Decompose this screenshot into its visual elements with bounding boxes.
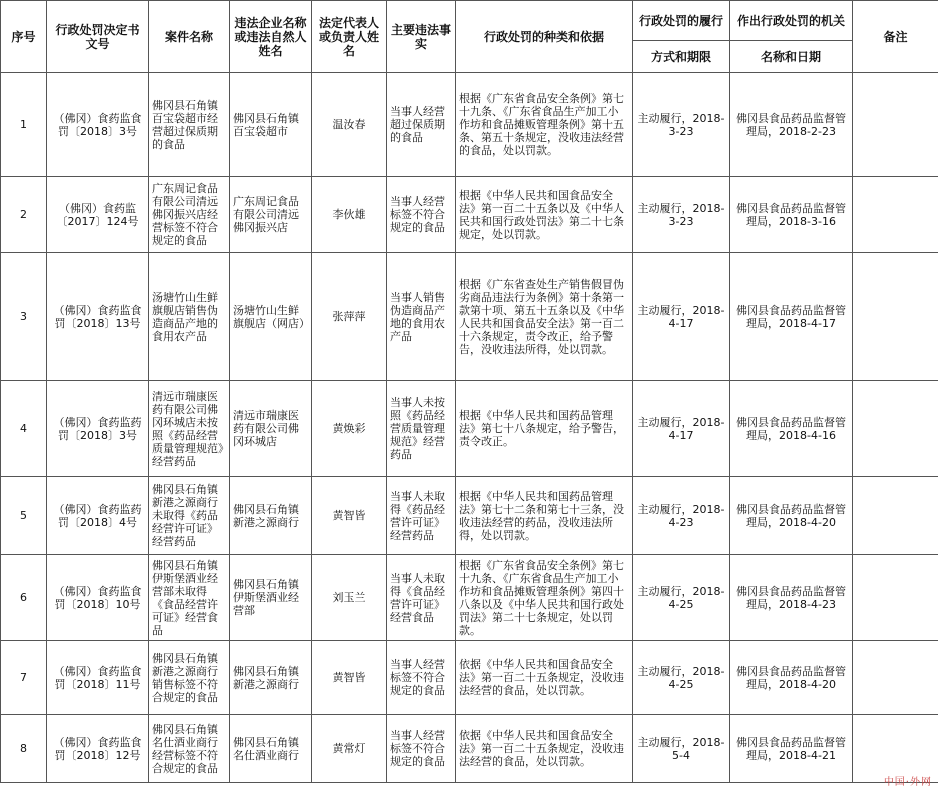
- table-row: [1, 381, 938, 477]
- cell-legal-rep: 黄焕彩: [312, 381, 387, 477]
- cell-case-name: 佛冈县石角镇新港之源商行销售标签不符合规定的食品: [149, 641, 230, 715]
- cell-facts: 当事人未取得《食品经营许可证》经营食品: [387, 555, 456, 641]
- cell-type-basis: 根据《中华人民共和国药品管理法》第七十二条和第七十三条，没收违法经营的药品，没收违法所得，处以罚款。: [456, 477, 633, 555]
- cell-performance: 主动履行，2018-4-25: [633, 641, 730, 715]
- cell-type-basis: 根据《广东省食品安全条例》第七十九条、《广东省食品生产加工小作坊和食品摊贩管理条例》第十五条、第五十条规定，没收违法经营的食品，处以罚款。: [456, 73, 633, 177]
- cell-decision-no: （佛冈）食药监食罚〔2018〕11号: [47, 641, 149, 715]
- cell-legal-rep: 李伙雄: [312, 177, 387, 253]
- table-row: [1, 641, 938, 715]
- cell-remarks: [853, 73, 938, 177]
- table-row: [1, 253, 938, 381]
- cell-no: 5: [1, 477, 47, 555]
- cell-type-basis: 依据《中华人民共和国食品安全法》第一百二十五条规定，没收违法经营的食品，处以罚款。: [456, 641, 633, 715]
- cell-authority: 佛冈县食品药品监督管理局，2018-4-17: [730, 253, 853, 381]
- cell-authority: 佛冈县食品药品监督管理局，2018-4-20: [730, 641, 853, 715]
- watermark: 中国·外网: [883, 777, 932, 788]
- cell-performance: 主动履行，2018-4-25: [633, 555, 730, 641]
- cell-authority: 佛冈县食品药品监督管理局，2018-4-20: [730, 477, 853, 555]
- cell-legal-rep: 黄智皆: [312, 477, 387, 555]
- cell-legal-rep: 刘玉兰: [312, 555, 387, 641]
- header-case-name: 案件名称: [149, 1, 230, 73]
- cell-party: 广东周记食品有限公司清远佛冈振兴店: [230, 177, 312, 253]
- cell-facts: 当事人经营标签不符合规定的食品: [387, 641, 456, 715]
- cell-case-name: 佛冈县石角镇新港之源商行未取得《药品经营许可证》经营药品: [149, 477, 230, 555]
- cell-no: 1: [1, 73, 47, 177]
- cell-party: 佛冈县石角镇新港之源商行: [230, 477, 312, 555]
- cell-authority: 佛冈县食品药品监督管理局，2018-4-16: [730, 381, 853, 477]
- cell-party: 佛冈县石角镇伊斯堡酒业经营部: [230, 555, 312, 641]
- table-row: [1, 715, 938, 783]
- header-facts: 主要违法事实: [387, 1, 456, 73]
- header-authority: 作出行政处罚的机关: [730, 1, 853, 41]
- cell-decision-no: （佛冈）食药监食罚〔2018〕3号: [47, 73, 149, 177]
- cell-case-name: 汤塘竹山生鲜旗舰店销售伪造商品产地的食用农产品: [149, 253, 230, 381]
- cell-type-basis: 根据《中华人民共和国食品安全法》第一百二十五条以及《中华人民共和国行政处罚法》第二十七条规定，处以罚款。: [456, 177, 633, 253]
- cell-type-basis: 依据《中华人民共和国食品安全法》第一百二十五条规定，没收违法经营的食品，处以罚款。: [456, 715, 633, 783]
- cell-decision-no: （佛冈）食药监〔2017〕124号: [47, 177, 149, 253]
- cell-remarks: [853, 555, 938, 641]
- table-row: [1, 73, 938, 177]
- cell-decision-no: （佛冈）食药监食罚〔2018〕13号: [47, 253, 149, 381]
- header-performance-sub: 方式和期限: [633, 41, 730, 73]
- cell-remarks: [853, 381, 938, 477]
- cell-no: 2: [1, 177, 47, 253]
- cell-decision-no: （佛冈）食药监食罚〔2018〕12号: [47, 715, 149, 783]
- cell-no: 4: [1, 381, 47, 477]
- cell-legal-rep: 温汝春: [312, 73, 387, 177]
- table-body: [1, 73, 938, 783]
- table-row: [1, 555, 938, 641]
- cell-facts: 当事人经营标签不符合规定的食品: [387, 715, 456, 783]
- cell-type-basis: 根据《广东省食品安全条例》第七十九条、《广东省食品生产加工小作坊和食品摊贩管理条例》第四十八条以及《中华人民共和国行政处罚法》第二十七条规定，处以罚款。: [456, 555, 633, 641]
- cell-authority: 佛冈县食品药品监督管理局，2018-4-21: [730, 715, 853, 783]
- cell-remarks: [853, 477, 938, 555]
- cell-facts: 当事人未取得《药品经营许可证》经营药品: [387, 477, 456, 555]
- cell-performance: 主动履行，2018-4-23: [633, 477, 730, 555]
- cell-performance: 主动履行，2018-3-23: [633, 73, 730, 177]
- cell-case-name: 广东周记食品有限公司清远佛冈振兴店经营标签不符合规定的食品: [149, 177, 230, 253]
- cell-party: 清远市瑞康医药有限公司佛冈环城店: [230, 381, 312, 477]
- cell-case-name: 清远市瑞康医药有限公司佛冈环城店未按照《药品经营质量管理规范》经营药品: [149, 381, 230, 477]
- cell-party: 佛冈县石角镇新港之源商行: [230, 641, 312, 715]
- header-type-basis: 行政处罚的种类和依据: [456, 1, 633, 73]
- cell-facts: 当事人经营标签不符合规定的食品: [387, 177, 456, 253]
- cell-authority: 佛冈县食品药品监督管理局，2018-4-23: [730, 555, 853, 641]
- header-no: 序号: [1, 1, 47, 73]
- cell-party: 汤塘竹山生鲜旗舰店（网店）: [230, 253, 312, 381]
- cell-decision-no: （佛冈）食药监食罚〔2018〕10号: [47, 555, 149, 641]
- cell-remarks: [853, 641, 938, 715]
- cell-performance: 主动履行，2018-4-17: [633, 381, 730, 477]
- cell-case-name: 佛冈县石角镇百宝袋超市经营超过保质期的食品: [149, 73, 230, 177]
- cell-decision-no: （佛冈）食药监药罚〔2018〕4号: [47, 477, 149, 555]
- cell-decision-no: （佛冈）食药监药罚〔2018〕3号: [47, 381, 149, 477]
- table-row: [1, 477, 938, 555]
- table-row: [1, 177, 938, 253]
- header-decision-no: 行政处罚决定书文号: [47, 1, 149, 73]
- cell-party: 佛冈县石角镇百宝袋超市: [230, 73, 312, 177]
- cell-remarks: [853, 253, 938, 381]
- cell-type-basis: 根据《广东省查处生产销售假冒伪劣商品违法行为条例》第十条第一款第十项、第五十五条以及《中华人民共和国食品安全法》第一百二十六条规定，责令改正，给予警告，没收违法所得，处以罚款。: [456, 253, 633, 381]
- header-party: 违法企业名称或违法自然人姓名: [230, 1, 312, 73]
- cell-performance: 主动履行，2018-3-23: [633, 177, 730, 253]
- cell-type-basis: 根据《中华人民共和国药品管理法》第七十八条规定，给予警告，责令改正。: [456, 381, 633, 477]
- cell-performance: 主动履行，2018-4-17: [633, 253, 730, 381]
- cell-no: 3: [1, 253, 47, 381]
- cell-party: 佛冈县石角镇名仕酒业商行: [230, 715, 312, 783]
- header-remarks: 备注: [853, 1, 938, 73]
- cell-authority: 佛冈县食品药品监督管理局，2018-3-16: [730, 177, 853, 253]
- cell-performance: 主动履行，2018-5-4: [633, 715, 730, 783]
- cell-remarks: [853, 177, 938, 253]
- cell-no: 6: [1, 555, 47, 641]
- cell-authority: 佛冈县食品药品监督管理局，2018-2-23: [730, 73, 853, 177]
- header-legal-rep: 法定代表人或负责人姓名: [312, 1, 387, 73]
- cell-case-name: 佛冈县石角镇名仕酒业商行经营标签不符合规定的食品: [149, 715, 230, 783]
- cell-legal-rep: 黄智皆: [312, 641, 387, 715]
- header-authority-sub: 名称和日期: [730, 41, 853, 73]
- cell-case-name: 佛冈县石角镇伊斯堡酒业经营部未取得《食品经营许可证》经营食品: [149, 555, 230, 641]
- cell-legal-rep: 黄常灯: [312, 715, 387, 783]
- cell-facts: 当事人销售伪造商品产地的食用农产品: [387, 253, 456, 381]
- cell-facts: 当事人未按照《药品经营质量管理规范》经营药品: [387, 381, 456, 477]
- cell-legal-rep: 张萍萍: [312, 253, 387, 381]
- header-performance: 行政处罚的履行: [633, 1, 730, 41]
- cell-no: 7: [1, 641, 47, 715]
- cell-no: 8: [1, 715, 47, 783]
- cell-facts: 当事人经营超过保质期的食品: [387, 73, 456, 177]
